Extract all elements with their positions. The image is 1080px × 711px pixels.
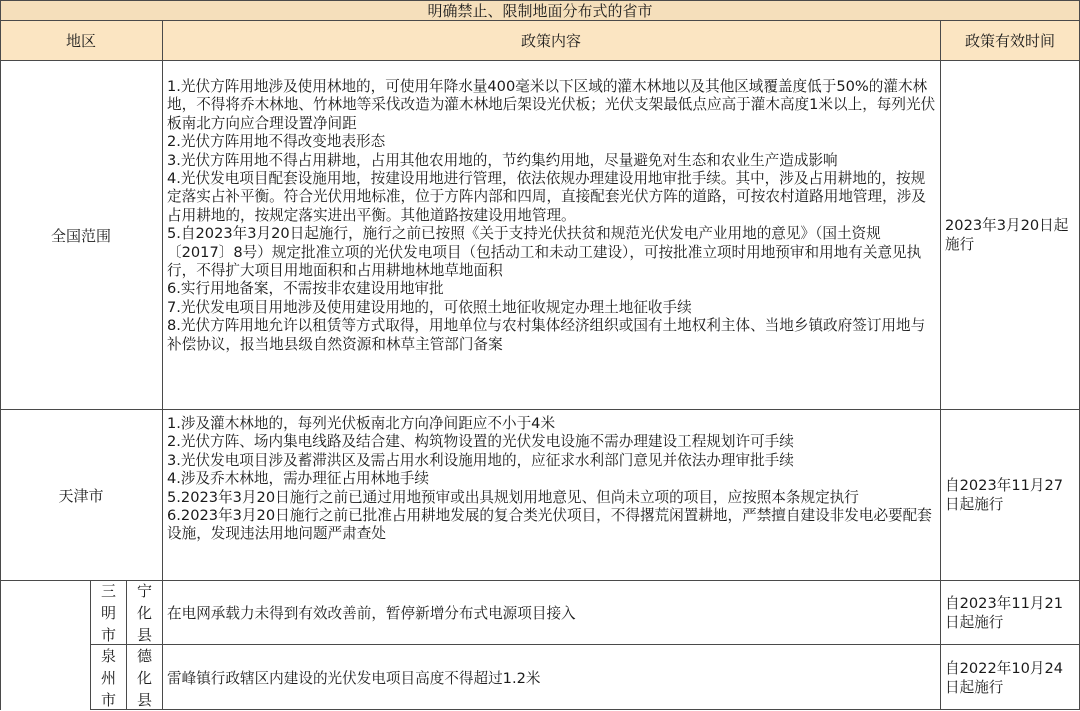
policy-item: 5.自2023年3月20日起施行，施行之前已按照《关于支持光伏扶贫和规范光伏发电产业用地的意见》（国土资规〔2017〕8号）规定批准立项的光伏发电项目（包括动工和未动工建设），可按批准立项时用地预审和用地有关意见执行，不得扩大项目用地面积和占用耕地林地草地面积: [167, 225, 922, 280]
policy-item: 3.光伏发电项目涉及蓄滞洪区及需占用水利设施用地的，应征求水利部门意见并依法办理审批手续: [167, 451, 794, 469]
effective-sanming: 自2023年11月21日起施行: [941, 581, 1080, 644]
city-sanming: 三 明 市: [91, 581, 126, 644]
county-dehua: 德 化 县: [127, 645, 162, 710]
policy-item: 3.光伏方阵用地不得占用耕地，占用其他农用地的，节约集约用地，尽量避免对生态和农业生产造成影响: [167, 151, 838, 169]
region-national: 全国范围: [0, 61, 162, 409]
policy-item: 8.光伏方阵用地允许以租赁等方式取得，用地单位与农村集体经济组织或国有土地权利主体、当地乡镇政府签订用地与补偿协议，报当地县级自然资源和林草主管部门备案: [167, 317, 926, 353]
policy-item: 4.光伏发电项目配套设施用地，按建设用地进行管理，依法依规办理建设用地审批手续。其中，涉及占用耕地的，按规定落实占补平衡。符合光伏用地标准，位于方阵内部和四周，直接配套光伏方阵的道路，可按农村道路用地管理，涉及占用耕地的，按规定落实进出平衡。其他道路按建设用地管理。: [167, 170, 926, 224]
policy-item: 5.2023年3月20日施行之前已通过用地预审或出具规划用地意见、但尚未立项的项目，应按照本条规定执行: [167, 488, 859, 506]
city-quanzhou: 泉 州 市: [91, 645, 126, 710]
grid-line: [90, 644, 1080, 645]
policy-tianjin: [163, 410, 940, 580]
policy-item: 7.光伏发电项目用地涉及使用建设用地的，可依照土地征收规定办理土地征收手续: [167, 298, 692, 316]
policy-item: 1.涉及灌木林地的，每列光伏板南北方向净间距应不小于4米: [167, 415, 556, 432]
policy-quanzhou: 雷峰镇行政辖区内建设的光伏发电项目高度不得超过1.2米: [163, 645, 940, 710]
table-title-text: 明确禁止、限制地面分布式的省市: [427, 2, 653, 20]
region-tianjin: 天津市: [0, 410, 162, 580]
effective-quanzhou: 自2022年10月24日起施行: [941, 645, 1080, 710]
table-title: [0, 0, 1080, 21]
grid-line: [162, 20, 163, 710]
grid-line: [0, 0, 1080, 1]
policy-national: [163, 61, 940, 409]
policy-item: 1.光伏方阵用地涉及使用林地的，可使用年降水量400毫米以下区域的灌木林地以及其他区域覆盖度低于50%的灌木林地，不得将乔木林地、竹林地等采伐改造为灌木林地后架设光伏板；光伏支架最低点应高于灌木高度1米以上，每列光伏板南北方向应合理设置净间距: [167, 78, 936, 132]
policy-sanming: 在电网承载力未得到有效改善前，暂停新增分布式电源项目接入: [163, 581, 940, 644]
grid-line: [126, 580, 127, 710]
grid-line: [0, 0, 1, 710]
header-region: 地区: [0, 21, 162, 60]
grid-line: [90, 580, 91, 710]
county-ninghua: 宁 化 县: [127, 581, 162, 644]
policy-item: 6.2023年3月20日施行之前已批准占用耕地发展的复合类光伏项目，不得撂荒闲置耕地，严禁擅自建设非发电必要配套设施，发现违法用地问题严肃查处: [167, 507, 932, 543]
policy-item: 2.光伏方阵用地不得改变地表形态: [167, 133, 386, 151]
policy-item: 2.光伏方阵、场内集电线路及结合建、构筑物设置的光伏发电设施不需办理建设工程规划许可手续: [167, 433, 794, 451]
header-effective: 政策有效时间: [940, 21, 1080, 60]
header-policy: 政策内容: [162, 21, 940, 60]
effective-tianjin: 自2023年11月27日起施行: [941, 410, 1080, 580]
grid-line: [940, 20, 941, 710]
policy-item: 6.实行用地备案，不需按非农建设用地审批: [167, 280, 444, 298]
effective-national: 2023年3月20日起施行: [941, 61, 1080, 409]
policy-item: 4.涉及乔木林地，需办理征占用林地手续: [167, 470, 430, 488]
